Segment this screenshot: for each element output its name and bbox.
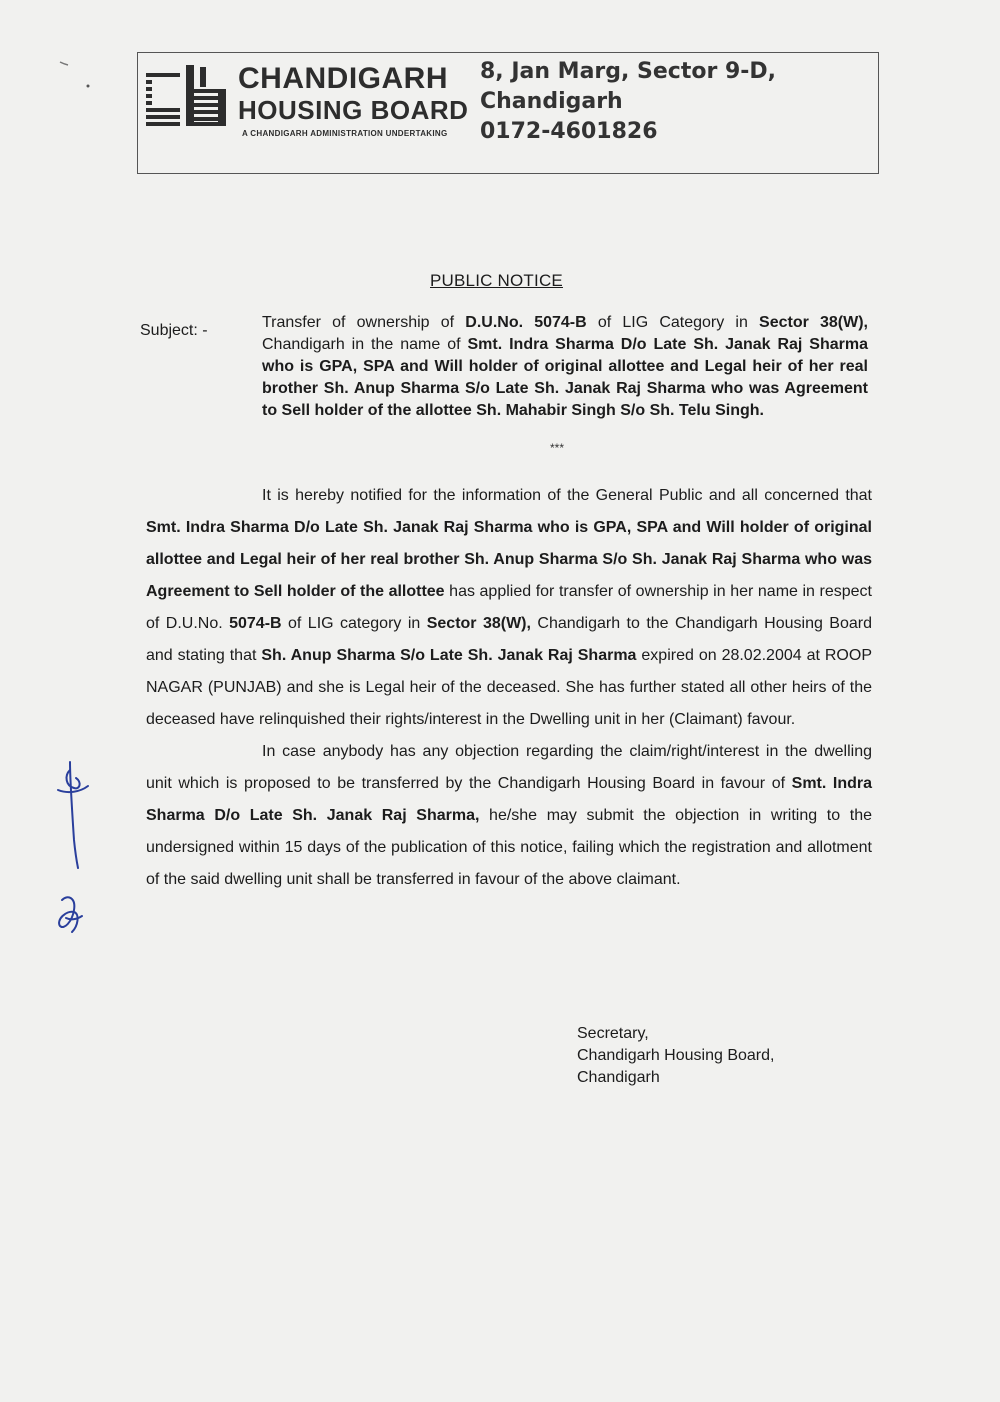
para1-part: It is hereby notified for the information of the General Public and all concerned that [262, 487, 872, 504]
subject-bold-du-number: D.U.No. 5074-B [465, 314, 587, 331]
subject-part: Chandigarh in the name of [262, 336, 468, 353]
body-paragraph-2 [146, 736, 872, 896]
organization-name [238, 63, 468, 125]
para1-bold-du-number: 5074-B [229, 615, 282, 632]
handwritten-initials [40, 750, 110, 960]
signatory-organization: Chandigarh Housing Board, [577, 1047, 775, 1064]
signatory-title: Secretary, [577, 1025, 649, 1042]
subject-part: Transfer of ownership of [262, 314, 466, 331]
address-line1: 8, Jan Marg, Sector 9-D, [480, 59, 777, 84]
para1-part: expired on 28.02.2004 at ROOP NAGAR (PUNJAB) and she is Legal heir of the deceased. She has further stated all other heirs of the deceased have relinquished their rights/interest in the Dwelling unit in her (Claimant) favour. [146, 647, 872, 728]
notice-title: PUBLIC NOTICE [430, 271, 563, 290]
subject-bold-claimant: Smt. Indra Sharma D/o Late Sh. Janak Raj Sharma who is GPA, SPA and Will holder of original allottee and Legal heir of her real brother Sh. Anup Sharma S/o Late Sh. Janak Raj Sharma who was Agreement to Sell holder of the allottee Sh. Mahabir Singh S/o Sh. Telu Singh. [262, 336, 868, 419]
separator-stars: *** [550, 441, 565, 455]
para2-part: In case anybody has any objection regarding the claim/right/interest in the dwelling unit which is proposed to be transferred by the Chandigarh Housing Board in favour of [146, 743, 872, 792]
para1-bold-claimant: Smt. Indra Sharma D/o Late Sh. Janak Raj Sharma who is GPA, SPA and Will holder of original allottee and Legal heir of her real brother Sh. Anup Sharma S/o Sh. Janak Raj Sharma who was Agreement to Sell holder of the allottee [146, 519, 872, 600]
subject-part: of LIG Category in [586, 314, 760, 331]
signature-block [577, 1023, 774, 1089]
para1-part: Chandigarh to the Chandigarh Housing Board and stating that [146, 615, 872, 664]
letterhead-address [480, 57, 776, 147]
para1-bold-sector: Sector 38(W), [426, 615, 531, 632]
subject-bold-sector: Sector 38(W), [759, 314, 868, 331]
para1-bold-deceased: Sh. Anup Sharma S/o Late Sh. Janak Raj Sharma [261, 647, 637, 664]
subject-text [262, 312, 868, 422]
chb-logo-icon [146, 65, 228, 129]
org-name-line1: CHANDIGARH [238, 62, 448, 95]
subject-label: Subject: - [140, 322, 208, 339]
scan-speck [56, 58, 96, 92]
address-line2: Chandigarh [480, 89, 623, 114]
para1-part: of LIG category in [281, 615, 427, 632]
phone-number: 0172-4601826 [480, 119, 658, 144]
para2-part: he/she may submit the objection in writing to the undersigned within 15 days of the publication of this notice, failing which the registration and allotment of the said dwelling unit shall be transferred in favour of the above claimant. [146, 807, 872, 888]
para1-part: has applied for transfer of ownership in her name in respect of D.U.No. [146, 583, 872, 632]
notice-body [146, 480, 872, 896]
organization-tagline: A CHANDIGARH ADMINISTRATION UNDERTAKING [242, 129, 448, 138]
body-paragraph-1 [146, 480, 872, 736]
org-name-line2: HOUSING BOARD [238, 95, 469, 125]
para2-bold-claimant: Smt. Indra Sharma D/o Late Sh. Janak Raj Sharma, [146, 775, 873, 824]
letterhead [137, 52, 879, 174]
signatory-city: Chandigarh [577, 1069, 660, 1086]
